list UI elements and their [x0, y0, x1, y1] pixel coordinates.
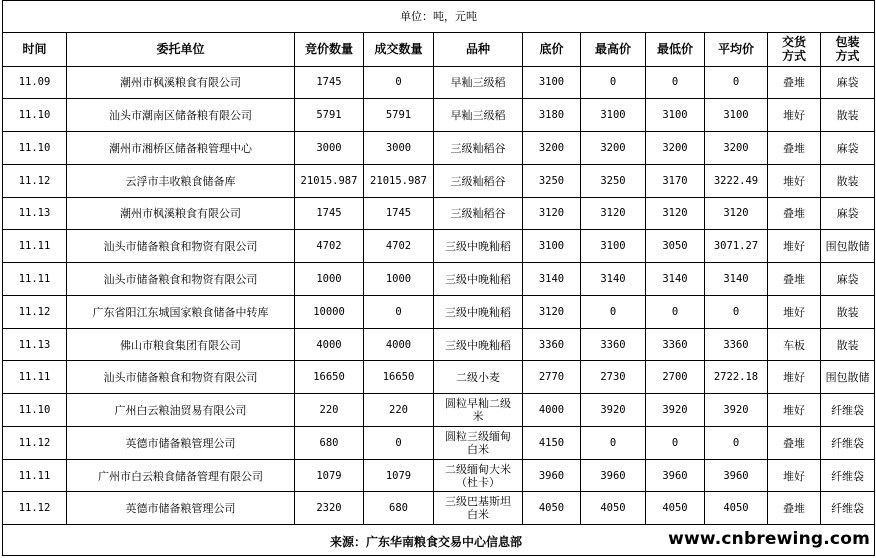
- cell-bid-qty: 1079: [295, 459, 364, 492]
- cell-variety: 二级小麦: [434, 361, 523, 394]
- cell-packing: 散装: [821, 99, 875, 132]
- cell-deal-qty: 4702: [364, 230, 434, 263]
- cell-packing: 围包散储: [821, 230, 875, 263]
- cell-max-price: 3960: [581, 459, 646, 492]
- cell-packing: 围包散储: [821, 361, 875, 394]
- cell-delivery: 叠堆: [768, 66, 821, 99]
- cell-bid-qty: 4702: [295, 230, 364, 263]
- table-row: [3, 426, 875, 459]
- table-row: [3, 459, 875, 492]
- cell-min-price: 3360: [646, 328, 705, 361]
- cell-avg-price: 3920: [705, 394, 768, 427]
- table-row: [3, 263, 875, 296]
- table-row: [3, 394, 875, 427]
- cell-variety: 三级中晚籼稻: [434, 263, 523, 296]
- cell-deal-qty: 4000: [364, 328, 434, 361]
- table-row: [3, 230, 875, 263]
- cell-avg-price: 3120: [705, 197, 768, 230]
- cell-base-price: 3120: [523, 295, 581, 328]
- cell-delivery: 堆好: [768, 230, 821, 263]
- cell-variety: 三级中晚籼稻: [434, 295, 523, 328]
- cell-min-price: 3920: [646, 394, 705, 427]
- cell-packing: 纤维袋: [821, 394, 875, 427]
- cell-delivery: 堆好: [768, 361, 821, 394]
- cell-max-price: 3120: [581, 197, 646, 230]
- cell-deal-qty: 5791: [364, 99, 434, 132]
- cell-bid-qty: 2320: [295, 492, 364, 525]
- cell-client: 英德市储备粮管理公司: [67, 492, 295, 525]
- table-row: [3, 328, 875, 361]
- cell-max-price: 0: [581, 66, 646, 99]
- cell-avg-price: 3140: [705, 263, 768, 296]
- cell-client: 潮州市枫溪粮食有限公司: [67, 197, 295, 230]
- cell-client: 汕头市储备粮食和物资有限公司: [67, 230, 295, 263]
- cell-date: 11.12: [3, 426, 67, 459]
- cell-client: 汕头市潮南区储备粮有限公司: [67, 99, 295, 132]
- cell-variety: 圆粒三级缅甸白米: [434, 426, 523, 459]
- cell-base-price: 3360: [523, 328, 581, 361]
- table-row: [3, 295, 875, 328]
- cell-deal-qty: 680: [364, 492, 434, 525]
- cell-variety: 三级籼稻谷: [434, 164, 523, 197]
- cell-client: 英德市储备粮管理公司: [67, 426, 295, 459]
- cell-max-price: 2730: [581, 361, 646, 394]
- cell-min-price: 3100: [646, 99, 705, 132]
- cell-deal-qty: 220: [364, 394, 434, 427]
- unit-label: 单位：吨，元吨: [3, 1, 875, 33]
- cell-date: 11.11: [3, 459, 67, 492]
- cell-variety: 早籼三级稻: [434, 66, 523, 99]
- cell-bid-qty: 3000: [295, 132, 364, 165]
- cell-deal-qty: 0: [364, 426, 434, 459]
- cell-date: 11.12: [3, 164, 67, 197]
- cell-min-price: 3200: [646, 132, 705, 165]
- table-row: [3, 164, 875, 197]
- cell-avg-price: 3960: [705, 459, 768, 492]
- table-row: [3, 132, 875, 165]
- cell-client: 云浮市丰收粮食储备库: [67, 164, 295, 197]
- cell-base-price: 3100: [523, 230, 581, 263]
- cell-delivery: 堆好: [768, 99, 821, 132]
- cell-base-price: 3180: [523, 99, 581, 132]
- cell-client: 潮州市湘桥区储备粮管理中心: [67, 132, 295, 165]
- header-packing: [821, 32, 875, 66]
- cell-base-price: 4000: [523, 394, 581, 427]
- cell-base-price: 3250: [523, 164, 581, 197]
- header-deal-qty: 成交数量: [364, 32, 434, 66]
- watermark: www.cnbrewing.com: [668, 529, 870, 549]
- cell-deal-qty: 1079: [364, 459, 434, 492]
- cell-min-price: 3960: [646, 459, 705, 492]
- cell-delivery: 叠堆: [768, 197, 821, 230]
- cell-max-price: 3100: [581, 230, 646, 263]
- cell-avg-price: 0: [705, 295, 768, 328]
- header-packing-text: 包装方式: [835, 35, 860, 64]
- cell-client: 汕头市储备粮食和物资有限公司: [67, 263, 295, 296]
- cell-avg-price: 3200: [705, 132, 768, 165]
- cell-max-price: 0: [581, 426, 646, 459]
- cell-bid-qty: 1000: [295, 263, 364, 296]
- cell-packing: 麻袋: [821, 66, 875, 99]
- cell-date: 11.10: [3, 132, 67, 165]
- cell-base-price: 3140: [523, 263, 581, 296]
- cell-delivery: 堆好: [768, 459, 821, 492]
- cell-variety: 早籼三级稻: [434, 99, 523, 132]
- cell-bid-qty: 16650: [295, 361, 364, 394]
- cell-avg-price: 3222.49: [705, 164, 768, 197]
- cell-max-price: 4050: [581, 492, 646, 525]
- cell-bid-qty: 220: [295, 394, 364, 427]
- header-avg-price: 平均价: [705, 32, 768, 66]
- cell-delivery: 叠堆: [768, 263, 821, 296]
- cell-avg-price: 2722.18: [705, 361, 768, 394]
- cell-delivery: 叠堆: [768, 492, 821, 525]
- header-min-price: 最低价: [646, 32, 705, 66]
- cell-base-price: 3120: [523, 197, 581, 230]
- cell-variety: 三级中晚籼稻: [434, 328, 523, 361]
- cell-date: 11.12: [3, 295, 67, 328]
- header-delivery-text: 交货方式: [781, 35, 806, 64]
- cell-bid-qty: 21015.987: [295, 164, 364, 197]
- cell-deal-qty: 16650: [364, 361, 434, 394]
- cell-date: 11.11: [3, 230, 67, 263]
- cell-deal-qty: 1745: [364, 197, 434, 230]
- header-delivery: [768, 32, 821, 66]
- cell-avg-price: 4050: [705, 492, 768, 525]
- cell-delivery: 车板: [768, 328, 821, 361]
- cell-max-price: 3200: [581, 132, 646, 165]
- table-row: [3, 492, 875, 525]
- cell-deal-qty: 1000: [364, 263, 434, 296]
- cell-date: 11.10: [3, 394, 67, 427]
- cell-date: 11.11: [3, 263, 67, 296]
- table-body: [3, 66, 875, 525]
- cell-base-price: 3960: [523, 459, 581, 492]
- cell-packing: 纤维袋: [821, 492, 875, 525]
- cell-packing: 散装: [821, 164, 875, 197]
- grain-auction-table: [2, 0, 875, 556]
- cell-avg-price: 3071.27: [705, 230, 768, 263]
- cell-avg-price: 0: [705, 66, 768, 99]
- cell-max-price: 3100: [581, 99, 646, 132]
- cell-bid-qty: 680: [295, 426, 364, 459]
- cell-base-price: 3200: [523, 132, 581, 165]
- source-label: 来源：广东华南粮食交易中心信息部: [330, 535, 523, 549]
- cell-date: 11.13: [3, 328, 67, 361]
- cell-avg-price: 3360: [705, 328, 768, 361]
- cell-min-price: 0: [646, 66, 705, 99]
- cell-min-price: 0: [646, 426, 705, 459]
- cell-bid-qty: 1745: [295, 197, 364, 230]
- cell-client: 广州市白云粮食储备管理有限公司: [67, 459, 295, 492]
- cell-date: 11.11: [3, 361, 67, 394]
- cell-client: 广州白云粮油贸易有限公司: [67, 394, 295, 427]
- cell-variety: 三级巴基斯坦白米: [434, 492, 523, 525]
- cell-delivery: 堆好: [768, 394, 821, 427]
- cell-deal-qty: 0: [364, 66, 434, 99]
- cell-packing: 散装: [821, 328, 875, 361]
- cell-delivery: 叠堆: [768, 132, 821, 165]
- cell-bid-qty: 5791: [295, 99, 364, 132]
- cell-client: 广东省阳江东城国家粮食储备中转库: [67, 295, 295, 328]
- cell-client: 佛山市粮食集团有限公司: [67, 328, 295, 361]
- cell-date: 11.10: [3, 99, 67, 132]
- cell-min-price: 3050: [646, 230, 705, 263]
- header-date: 时间: [3, 32, 67, 66]
- cell-deal-qty: 0: [364, 295, 434, 328]
- cell-min-price: 3170: [646, 164, 705, 197]
- cell-deal-qty: 3000: [364, 132, 434, 165]
- cell-base-price: 4050: [523, 492, 581, 525]
- table-row: [3, 99, 875, 132]
- cell-min-price: 4050: [646, 492, 705, 525]
- header-max-price: 最高价: [581, 32, 646, 66]
- cell-date: 11.13: [3, 197, 67, 230]
- cell-bid-qty: 1745: [295, 66, 364, 99]
- cell-client: 汕头市储备粮食和物资有限公司: [67, 361, 295, 394]
- table-header: [3, 32, 875, 66]
- cell-max-price: 3250: [581, 164, 646, 197]
- cell-bid-qty: 4000: [295, 328, 364, 361]
- cell-delivery: 堆好: [768, 164, 821, 197]
- header-client: 委托单位: [67, 32, 295, 66]
- cell-variety: 三级籼稻谷: [434, 132, 523, 165]
- cell-delivery: 叠堆: [768, 426, 821, 459]
- table-row: [3, 66, 875, 99]
- cell-date: 11.12: [3, 492, 67, 525]
- cell-avg-price: 3100: [705, 99, 768, 132]
- cell-max-price: 3140: [581, 263, 646, 296]
- cell-packing: 纤维袋: [821, 426, 875, 459]
- cell-variety: 二级缅甸大米（杜卡）: [434, 459, 523, 492]
- cell-packing: 麻袋: [821, 197, 875, 230]
- cell-packing: 散装: [821, 295, 875, 328]
- cell-min-price: 3140: [646, 263, 705, 296]
- header-base-price: 底价: [523, 32, 581, 66]
- cell-min-price: 3120: [646, 197, 705, 230]
- header-bid-qty: 竞价数量: [295, 32, 364, 66]
- cell-base-price: 3100: [523, 66, 581, 99]
- cell-avg-price: 0: [705, 426, 768, 459]
- table-row: [3, 197, 875, 230]
- cell-variety: 圆粒早籼二级米: [434, 394, 523, 427]
- table-row: [3, 361, 875, 394]
- cell-max-price: 0: [581, 295, 646, 328]
- cell-deal-qty: 21015.987: [364, 164, 434, 197]
- cell-date: 11.09: [3, 66, 67, 99]
- cell-bid-qty: 10000: [295, 295, 364, 328]
- cell-delivery: 堆好: [768, 295, 821, 328]
- cell-variety: 三级中晚籼稻: [434, 230, 523, 263]
- cell-packing: 麻袋: [821, 263, 875, 296]
- cell-packing: 纤维袋: [821, 459, 875, 492]
- cell-min-price: 0: [646, 295, 705, 328]
- cell-packing: 麻袋: [821, 132, 875, 165]
- cell-base-price: 2770: [523, 361, 581, 394]
- cell-client: 潮州市枫溪粮食有限公司: [67, 66, 295, 99]
- header-variety: 品种: [434, 32, 523, 66]
- cell-min-price: 2700: [646, 361, 705, 394]
- cell-max-price: 3920: [581, 394, 646, 427]
- cell-max-price: 3360: [581, 328, 646, 361]
- cell-base-price: 4150: [523, 426, 581, 459]
- cell-variety: 三级籼稻谷: [434, 197, 523, 230]
